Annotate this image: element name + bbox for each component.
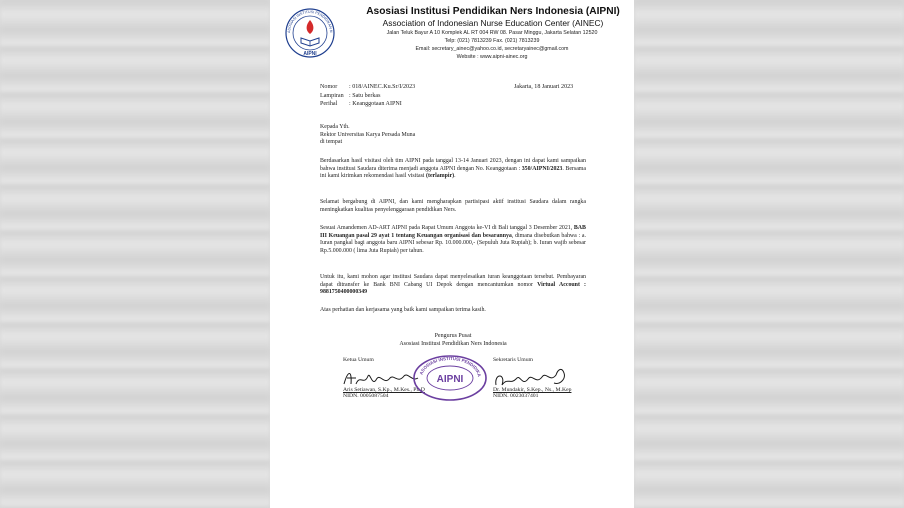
org-website: Website : www.aipni-ainec.org: [456, 54, 528, 60]
org-phone: Telp: (021) 7813239 Fax. (021) 7813239: [444, 38, 540, 44]
meta-key: Lampiran: [320, 92, 344, 99]
membership-number: 350/AIPNI/2023: [521, 165, 563, 172]
text-run: .: [454, 173, 456, 180]
meta-key: Nomor: [320, 84, 338, 90]
secretary-nidn: NIDN. 0023037401: [493, 393, 539, 399]
svg-text:AIPNI: AIPNI: [436, 374, 464, 385]
chair-nidn: NIDN. 0005087504: [343, 393, 389, 399]
blurred-background-right: [634, 0, 904, 508]
secretary-signature-icon: [492, 363, 572, 391]
recipient-line: Rektor Universitas Karya Persada Muna: [320, 131, 416, 138]
meta-key: Perihal: [320, 101, 338, 107]
paragraph-dues: [320, 225, 586, 255]
letterhead: [270, 0, 634, 68]
recipient-line: Kepada Yth.: [320, 124, 350, 130]
attached-note: (terlampir): [426, 173, 455, 180]
text-run: Untuk itu, kami mohon agar institusi Saudara dapat menyelesaikan iuran keanggotaan tersebut. Pembayaran dapat ditransfer ke Bank BNI Cabang UI Depok dengan mencantumkan nomor: [320, 274, 586, 288]
text-run: , dimana disebutkan bahwa : a. Iuran pangkal bagi anggota baru AIPNI sebesar Rp. 10.000.000,- (Sepuluh Juta Rupiah); b. Iuran wajib sebesar Rp.5.000.000 ( lima Juta Rupiah) per tahun.: [320, 232, 587, 254]
text-run: . Bersama ini kami kirimkan rekomendasi hasil visitasi: [320, 165, 587, 180]
chair-role: Ketua Umum: [343, 357, 374, 363]
meta-value: : Keanggotaan AIPNI: [349, 101, 402, 107]
org-address: Jalan Teluk Bayur A 10 Komplek AL RT 004 RW 08. Pasar Minggu, Jakarta Selatan 12520: [386, 30, 598, 36]
letter-meta: [320, 84, 620, 110]
recipient-block: [320, 124, 586, 147]
secretary-role: Sekretaris Umum: [493, 357, 533, 363]
paragraph-visitation: [320, 158, 586, 181]
text-run: Sesuai Amandemen AD-ART AIPNI pada Rapat Umum Anggota ke-VI di Bali tanggal 3 Desember 2021,: [320, 225, 574, 231]
regulation-reference: BAB III Keuangan pasal 29 ayat 1 tentang Keuangan organisasi dan besarannya: [320, 225, 586, 239]
meta-row-attachment: [320, 93, 620, 102]
svg-text:AIPNI: AIPNI: [303, 51, 317, 57]
aipni-stamp: [412, 354, 488, 402]
meta-value: : 018/AINEC.Ku.Sr/I/2023: [349, 84, 416, 90]
letter-date: Jakarta, 18 Januari 2023: [514, 84, 574, 90]
meta-row-number: [320, 84, 620, 93]
org-email: Email: secretary_ainec@yahoo.co.id, secretaryainec@gmail.com: [415, 46, 569, 52]
paragraph-welcome: Selamat bergabung di AIPNI, dan kami mengharapkan partisipasi aktif institusi Saudara dalam rangka meningkatkan kualitas penyelenggaraan pendidikan Ners.: [320, 199, 586, 213]
chair-name: Aris Setiawan, S.Kp., M.Kes., Ph.D: [343, 387, 425, 393]
paragraph-payment: [320, 274, 586, 297]
aipni-logo: [284, 6, 336, 60]
svg-text:ASOSIASI INSTITUSI PENDIDIKAN: ASOSIASI INSTITUSI PENDIDIKAN N: [286, 9, 334, 34]
org-subtitle: Association of Indonesian Nurse Education Center (AINEC): [382, 18, 604, 28]
letter-page: [270, 0, 634, 508]
signoff-line-2: Asosiasi Institusi Pendidikan Ners Indonesia: [399, 341, 507, 347]
recipient-line: di tempat: [320, 139, 343, 146]
chair-signature-icon: [342, 366, 422, 390]
virtual-account: Virtual Account : 9881750400000349: [320, 281, 586, 296]
meta-value: : Satu berkas: [349, 92, 381, 99]
org-title: Asosiasi Institusi Pendidikan Ners Indonesia (AIPNI): [366, 6, 620, 17]
signoff-line-1: Pengurus Pusat: [434, 333, 472, 339]
meta-row-subject: [320, 101, 620, 110]
secretary-name: Dr. Mundakir, S.Kep., Ns., M.Kep: [493, 387, 572, 393]
paragraph-closing: Atas perhatian dan kerjasama yang baik kami sampaikan terima kasih.: [320, 307, 486, 313]
svg-text:ASOSIASI INSTITUSI PENDIDIKAN: ASOSIASI INSTITUSI PENDIDIKA: [418, 355, 482, 378]
blurred-background-left: [0, 0, 270, 508]
text-run: Berdasarkan hasil visitasi oleh tim AIPNI pada tanggal 13-14 Januari 2023, dengan ini dapat kami sampaikan bahwa institusi Saudara diterima menjadi anggota AIPNI dengan No. Keanggotaan :: [320, 158, 586, 172]
